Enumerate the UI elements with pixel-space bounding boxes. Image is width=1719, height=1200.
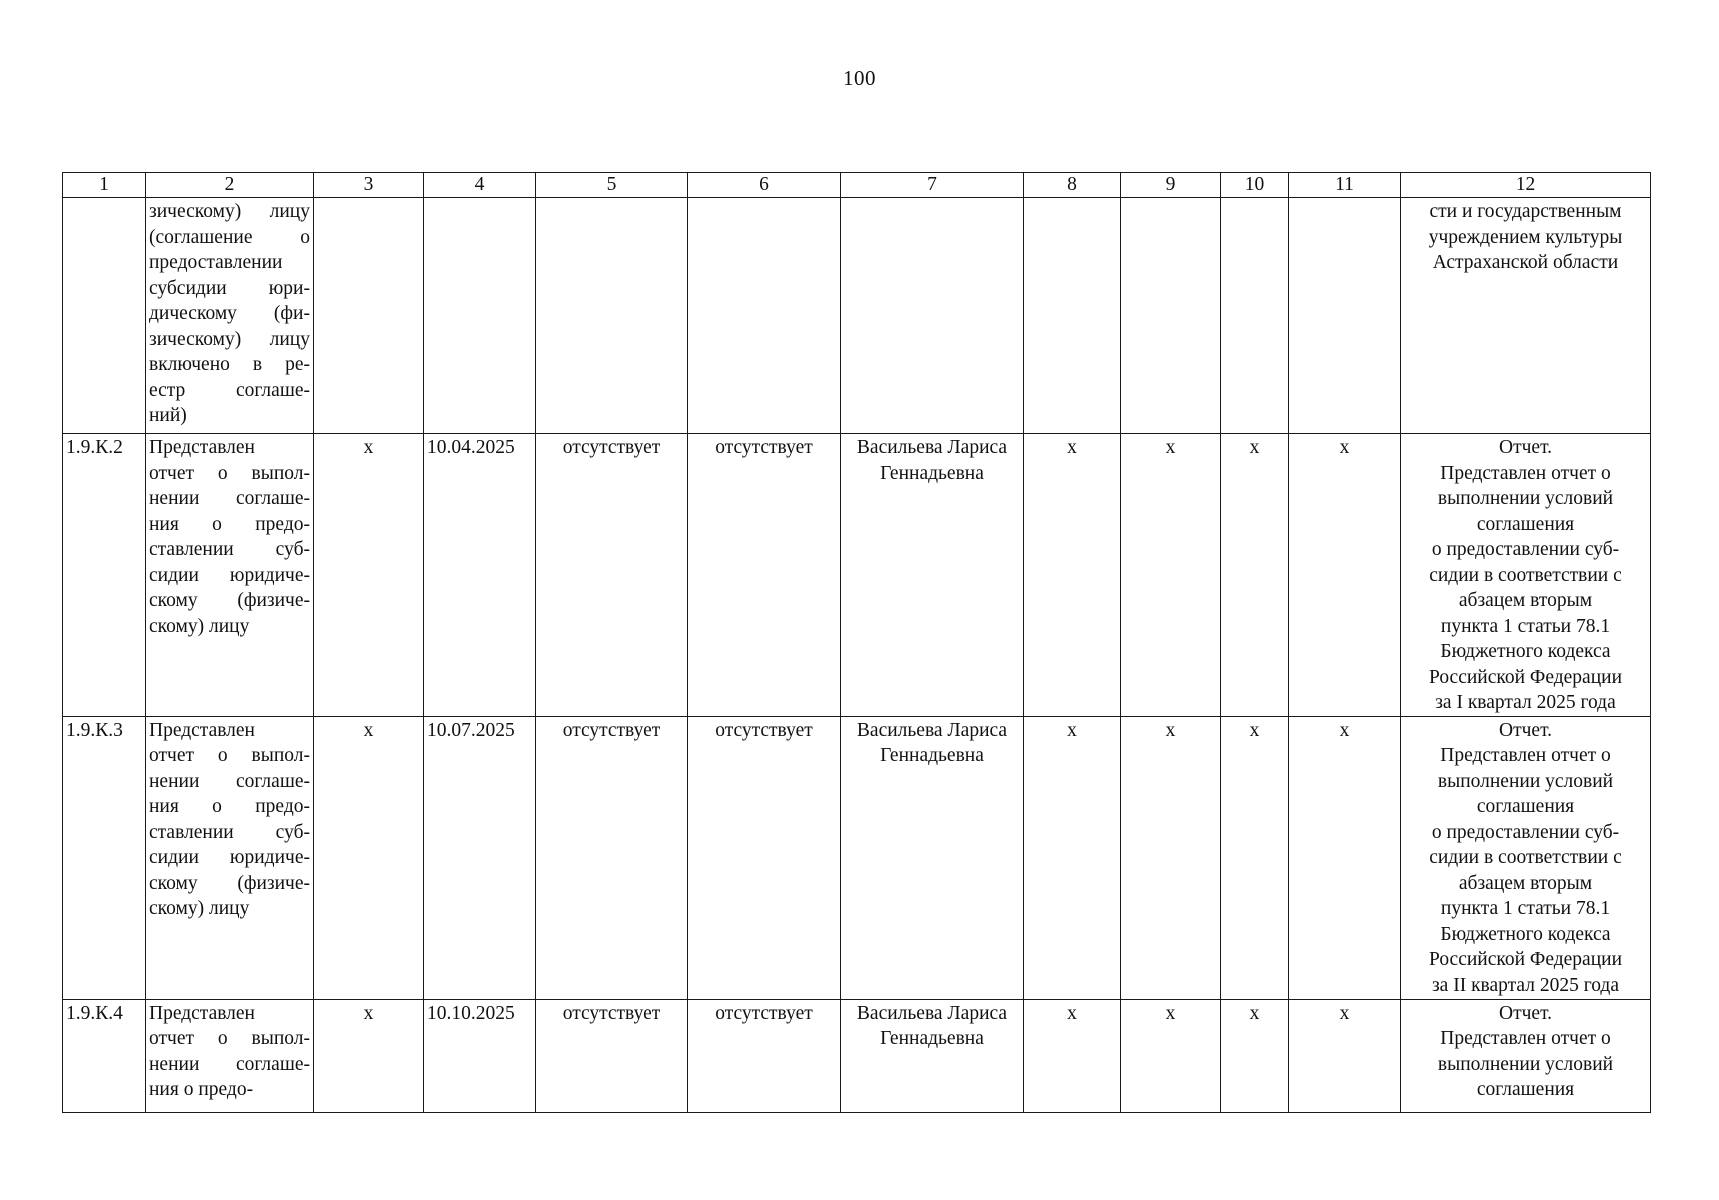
result-cell: [1401, 198, 1651, 434]
description-cell-line: нении соглаше-: [149, 488, 310, 509]
page-number: 100: [843, 66, 876, 90]
result-cell-line: сти и государственным: [1429, 201, 1622, 222]
description-cell-line: ния о предо-: [149, 513, 310, 535]
description-cell-line: Представлен: [149, 437, 255, 458]
result-cell-line: Представлен отчет о: [1440, 1028, 1611, 1049]
responsible-cell-line: Васильева Лариса: [856, 437, 1008, 458]
responsible-cell: [841, 716, 1024, 999]
col8-cell: х: [1024, 434, 1121, 717]
header-cell: 3: [314, 173, 424, 198]
col11-cell: х: [1289, 999, 1401, 1112]
result-cell-line: о предоставлении суб-: [1431, 539, 1620, 560]
description-cell-line: ставлении суб-: [149, 821, 310, 843]
result-cell-line: сидии в соответствии с: [1429, 847, 1622, 868]
table-row: [63, 198, 1651, 434]
result-cell-line: Астраханской области: [1432, 252, 1619, 273]
header-cell: 10: [1221, 173, 1289, 198]
col10-cell: [1221, 198, 1289, 434]
date-cell: 10.10.2025: [424, 999, 536, 1112]
table-row: [63, 716, 1651, 999]
col11-cell: х: [1289, 716, 1401, 999]
description-cell: [146, 716, 314, 999]
col9-cell: [1121, 198, 1221, 434]
result-cell-line: соглашения: [1476, 513, 1575, 535]
header-cell: 5: [536, 173, 688, 198]
col11-cell: х: [1289, 434, 1401, 717]
col8-cell: х: [1024, 716, 1121, 999]
col9-cell: х: [1121, 716, 1221, 999]
result-cell-line: Российской Федерации: [1428, 666, 1623, 688]
result-cell-line: сидии в соответствии с: [1429, 564, 1622, 586]
date-cell: 10.04.2025: [424, 434, 536, 717]
description-cell-line: субсидии юри-: [149, 277, 310, 299]
result-cell-line: абзацем вторым: [1458, 872, 1593, 894]
result-cell-line: Отчет.: [1499, 437, 1552, 458]
description-cell-line: ний): [149, 405, 187, 426]
description-cell: [146, 198, 314, 434]
result-cell-line: абзацем вторым: [1458, 590, 1593, 611]
result-cell-line: за II квартал 2025 года: [1431, 974, 1619, 996]
description-cell-line: отчет о выпол-: [149, 745, 310, 766]
description-cell-line: Представлен: [149, 719, 255, 741]
col9-cell: х: [1121, 999, 1221, 1112]
result-cell-line: пункта 1 статьи 78.1: [1440, 898, 1611, 919]
description-cell-line: скому) лицу: [149, 615, 250, 637]
row-id-cell: 1.9.К.3: [63, 716, 146, 999]
description-cell-line: предоставлении: [149, 252, 283, 273]
col6-cell: отсутствует: [688, 999, 841, 1112]
description-cell-line: отчет о выпол-: [149, 1028, 310, 1049]
responsible-cell-line: Геннадьевна: [880, 1028, 984, 1049]
responsible-cell-line: Васильева Лариса: [856, 1002, 1008, 1024]
description-cell-line: ния о предо-: [149, 1079, 254, 1100]
result-cell-line: выполнении условий: [1437, 1053, 1614, 1075]
description-cell-line: сидии юридиче-: [149, 847, 310, 868]
description-cell-line: нении соглаше-: [149, 1053, 310, 1075]
row-id-cell: 1.9.К.4: [63, 999, 146, 1112]
description-cell-line: скому) лицу: [149, 898, 250, 919]
result-cell-line: Бюджетного кодекса: [1440, 641, 1611, 662]
row-id-cell: 1.9.К.2: [63, 434, 146, 717]
responsible-cell: [841, 198, 1024, 434]
header-row: [63, 173, 1651, 198]
row-id-cell: [63, 198, 146, 434]
header-cell: 9: [1121, 173, 1221, 198]
description-cell-line: ния о предо-: [149, 796, 310, 817]
result-cell-line: учреждением культуры: [1428, 226, 1623, 248]
header-cell: 8: [1024, 173, 1121, 198]
result-cell-line: за I квартал 2025 года: [1435, 692, 1616, 713]
result-cell-line: выполнении условий: [1437, 488, 1614, 509]
col6-cell: отсутствует: [688, 716, 841, 999]
result-cell-line: соглашения: [1476, 796, 1575, 817]
result-cell-line: Представлен отчет о: [1440, 462, 1611, 484]
header-cell: 2: [146, 173, 314, 198]
description-cell-line: Представлен: [149, 1002, 255, 1024]
col8-cell: [1024, 198, 1121, 434]
result-cell-line: Бюджетного кодекса: [1440, 923, 1611, 945]
description-cell-line: сидии юридиче-: [149, 564, 310, 586]
col10-cell: х: [1221, 434, 1289, 717]
table-row: [63, 434, 1651, 717]
col5-cell: [536, 198, 688, 434]
result-cell-line: Представлен отчет о: [1440, 745, 1611, 766]
responsible-cell: [841, 999, 1024, 1112]
plan-table: [62, 172, 1651, 1113]
description-cell: [146, 999, 314, 1112]
description-cell-line: дическому (фи-: [149, 303, 310, 324]
col6-cell: отсутствует: [688, 434, 841, 717]
result-cell-line: пункта 1 статьи 78.1: [1440, 615, 1611, 637]
col3-cell: х: [314, 434, 424, 717]
col9-cell: х: [1121, 434, 1221, 717]
description-cell: [146, 434, 314, 717]
table-row: [63, 999, 1651, 1112]
responsible-cell-line: Геннадьевна: [880, 745, 984, 766]
header-cell: 4: [424, 173, 536, 198]
col5-cell: отсутствует: [536, 434, 688, 717]
col5-cell: отсутствует: [536, 716, 688, 999]
col11-cell: [1289, 198, 1401, 434]
description-cell-line: скому (физиче-: [149, 872, 310, 894]
responsible-cell-line: Геннадьевна: [880, 462, 984, 484]
col3-cell: х: [314, 999, 424, 1112]
header-cell: 6: [688, 173, 841, 198]
description-cell-line: включено в ре-: [149, 354, 310, 375]
result-cell: [1401, 434, 1651, 717]
header-cell: 7: [841, 173, 1024, 198]
col3-cell: [314, 198, 424, 434]
result-cell-line: Отчет.: [1499, 1002, 1552, 1024]
description-cell-line: отчет о выпол-: [149, 462, 310, 484]
result-cell: [1401, 716, 1651, 999]
col10-cell: х: [1221, 999, 1289, 1112]
date-cell: 10.07.2025: [424, 716, 536, 999]
col5-cell: отсутствует: [536, 999, 688, 1112]
col3-cell: х: [314, 716, 424, 999]
responsible-cell-line: Васильева Лариса: [856, 719, 1008, 741]
result-cell-line: соглашения: [1476, 1079, 1575, 1100]
description-cell-line: зическому) лицу: [149, 201, 310, 222]
description-cell-line: скому (физиче-: [149, 590, 310, 611]
col6-cell: [688, 198, 841, 434]
description-cell-line: ставлении суб-: [149, 539, 310, 560]
result-cell-line: Российской Федерации: [1428, 949, 1623, 970]
result-cell-line: выполнении условий: [1437, 770, 1614, 792]
responsible-cell: [841, 434, 1024, 717]
description-cell-line: (соглашение о: [149, 226, 310, 248]
col10-cell: х: [1221, 716, 1289, 999]
description-cell-line: естр соглаше-: [149, 379, 310, 401]
description-cell-line: зическому) лицу: [149, 328, 310, 350]
result-cell: [1401, 999, 1651, 1112]
header-cell: 1: [63, 173, 146, 198]
col8-cell: х: [1024, 999, 1121, 1112]
result-cell-line: о предоставлении суб-: [1431, 821, 1620, 843]
description-cell-line: нении соглаше-: [149, 770, 310, 792]
table-header: [63, 173, 1651, 198]
header-cell: 11: [1289, 173, 1401, 198]
date-cell: [424, 198, 536, 434]
table-body: [63, 198, 1651, 1113]
result-cell-line: Отчет.: [1499, 719, 1552, 741]
header-cell: 12: [1401, 173, 1651, 198]
